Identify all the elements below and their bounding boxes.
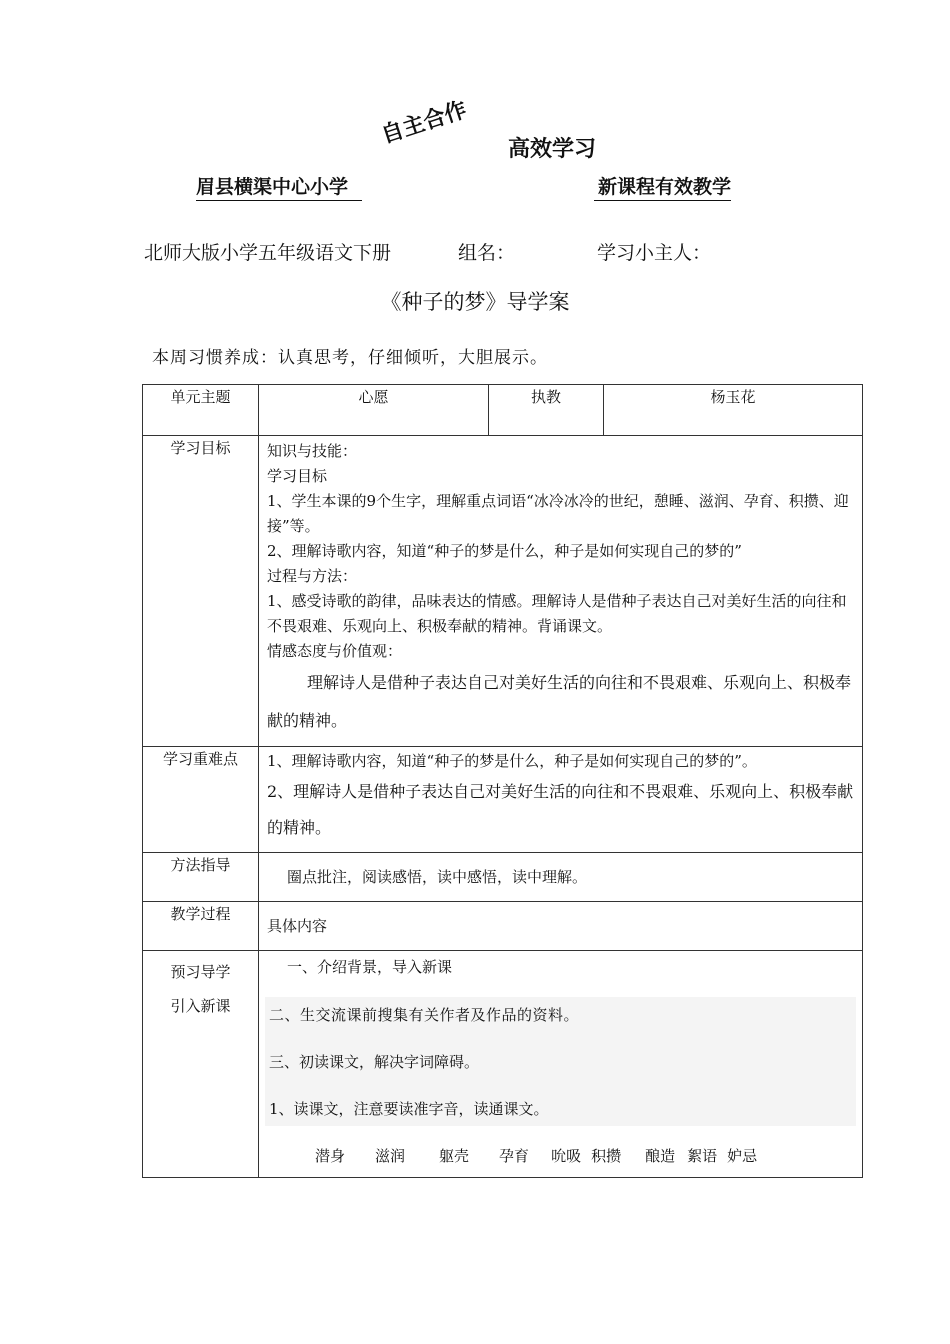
table-row-goals	[143, 436, 863, 747]
vocab-word: 滋润	[375, 1147, 406, 1165]
process-label: 教学过程	[143, 902, 259, 951]
preview-step: 二、生交流课前搜集有关作者及作品的资料。	[269, 1006, 580, 1024]
preview-step: 1、读课文，注意要读准字音，读通课文。	[269, 1100, 549, 1118]
preview-label	[143, 951, 259, 1178]
program-name: 新课程有效教学	[594, 172, 731, 201]
goals-line: 1、感受诗歌的韵律，品味表达的情感。理解诗人是借种子表达自己对美好生活的向往和不畏艰难、乐观向上、积极奉献的精神。背诵课文。	[267, 592, 847, 635]
goals-line: 1、学生本课的9个生字，理解重点词语“冰冷冰冷的世纪，憩睡、滋润、孕育、积攒、迎接”等。	[267, 492, 849, 535]
header-stamp-right: 高效学习	[508, 137, 597, 162]
preview-content	[259, 951, 863, 1178]
vocab-word: 妒忌	[727, 1147, 758, 1165]
goals-line: 学习目标	[267, 467, 328, 485]
vocab-word: 躯壳	[439, 1147, 470, 1165]
vocab-word: 潜身	[315, 1147, 346, 1165]
goals-line: 情感态度与价值观：	[267, 642, 403, 660]
preview-highlight-block	[265, 997, 856, 1126]
preview-label-line: 预习导学	[170, 963, 231, 981]
method-text: 圈点批注，阅读感悟，读中感悟，读中理解。	[259, 853, 863, 902]
goals-line: 知识与技能：	[267, 442, 358, 460]
goals-line: 过程与方法：	[267, 567, 358, 585]
header-stamp-left: 自主合作	[378, 97, 470, 149]
table-row-header	[143, 385, 863, 436]
edition-label: 北师大版小学五年级语文下册	[144, 242, 392, 264]
method-label: 方法指导	[143, 853, 259, 902]
difficulty-line: 2、理解诗人是借种子表达自己对美好生活的向往和不畏艰难、乐观向上、积极奉献的精神。	[267, 782, 854, 837]
goals-line: 2、理解诗歌内容，知道“种子的梦是什么，种子是如何实现自己的梦的”	[267, 542, 742, 560]
vocab-word: 积攒	[591, 1147, 622, 1165]
vocab-word: 孕育	[499, 1147, 530, 1165]
unit-theme-label: 单元主题	[143, 385, 259, 436]
unit-theme-value: 心愿	[259, 385, 489, 436]
vocab-word: 吮吸	[551, 1147, 582, 1165]
table-row-difficulty	[143, 747, 863, 853]
preview-step: 三、初读课文，解决字词障碍。	[269, 1053, 480, 1071]
goals-content	[259, 436, 863, 747]
difficulty-label: 学习重难点	[143, 747, 259, 853]
teacher-label: 执教	[489, 385, 604, 436]
leader-label: 学习小主人：	[597, 242, 712, 264]
preview-label-line: 引入新课	[170, 997, 231, 1015]
goals-emotion-text: 理解诗人是借种子表达自己对美好生活的向往和不畏艰难、乐观向上、积极奉献的精神。	[267, 673, 852, 730]
teacher-value: 杨玉花	[604, 385, 863, 436]
school-name: 眉县横渠中心小学	[196, 172, 362, 201]
page-title: 《种子的梦》导学案	[380, 290, 570, 314]
table-row-process	[143, 902, 863, 951]
lesson-plan-table	[142, 384, 863, 1178]
vocab-word: 酿造	[645, 1147, 676, 1165]
difficulty-line: 1、理解诗歌内容，知道“种子的梦是什么，种子是如何实现自己的梦的”。	[267, 752, 757, 770]
vocab-list	[267, 1144, 854, 1169]
group-label: 组名：	[458, 242, 516, 264]
vocab-word: 絮语	[687, 1147, 718, 1165]
goals-label: 学习目标	[143, 436, 259, 747]
difficulty-content	[259, 747, 863, 853]
weekly-habit: 本周习惯养成：认真思考，仔细倾听，大胆展示。	[152, 348, 548, 368]
table-row-preview	[143, 951, 863, 1178]
process-text: 具体内容	[259, 902, 863, 951]
table-row-method	[143, 853, 863, 902]
preview-step: 一、介绍背景，导入新课	[287, 958, 453, 976]
